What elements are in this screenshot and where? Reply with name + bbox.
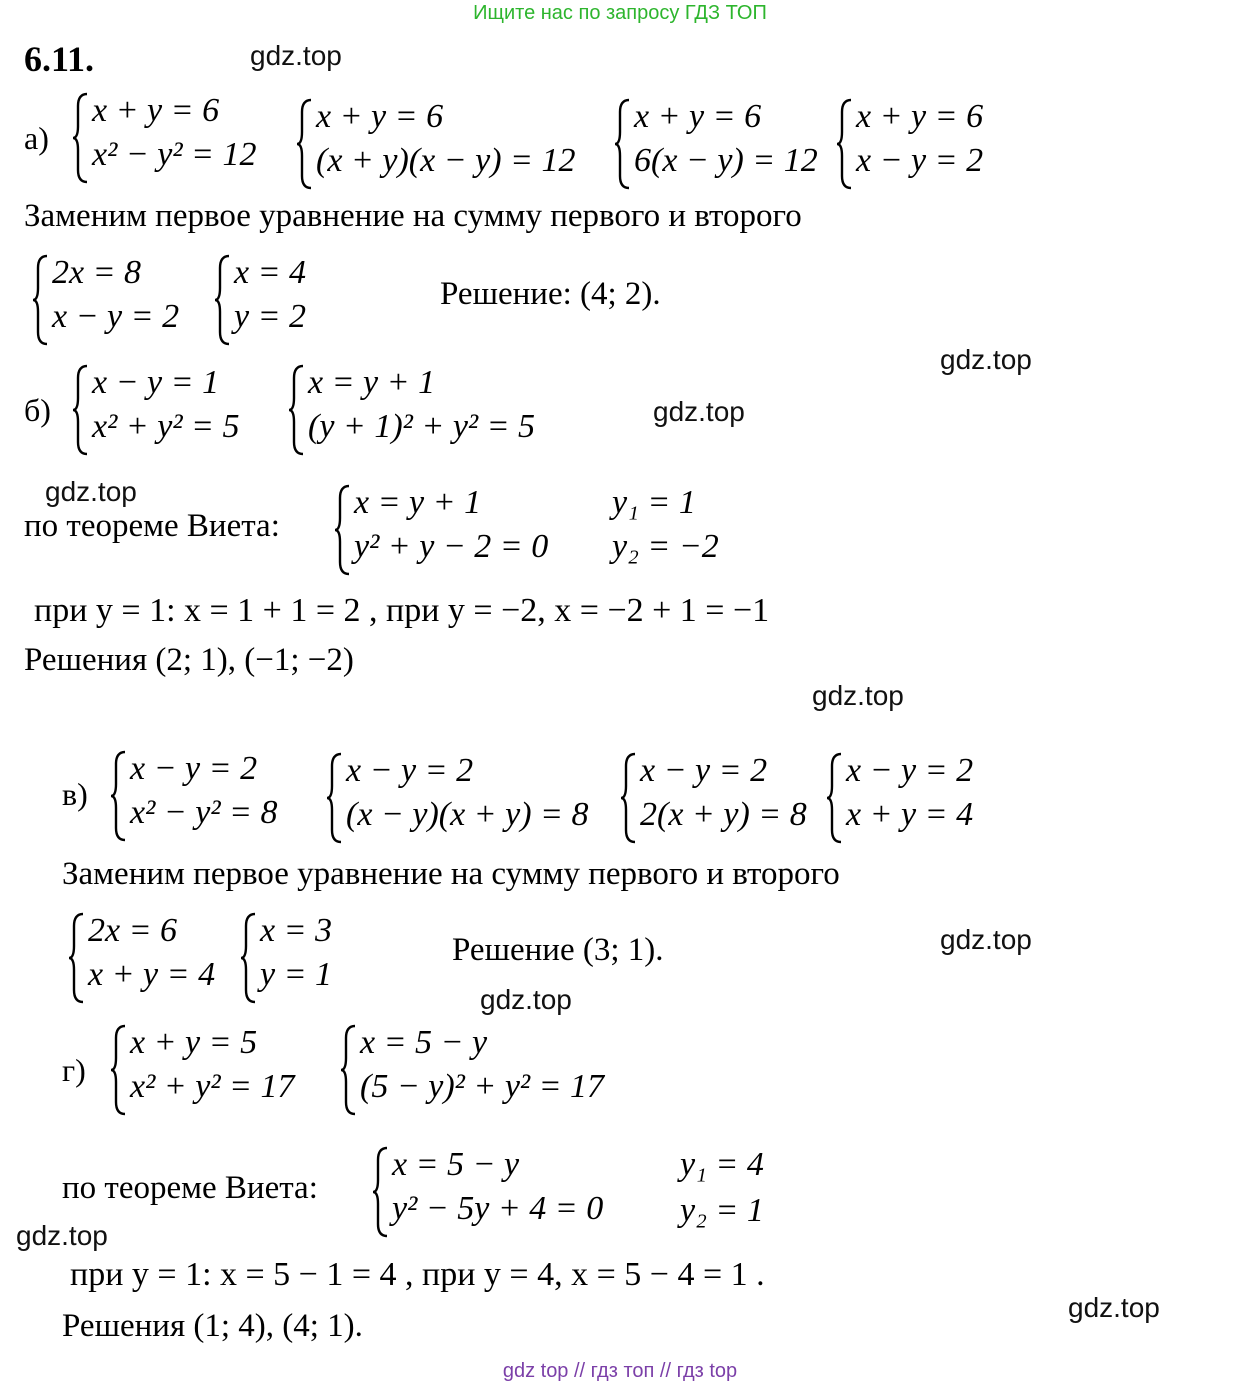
equation: 6(x − y) = 12 xyxy=(634,142,818,179)
equation: x + y = 4 xyxy=(88,956,216,993)
equation: y = 2 xyxy=(234,298,307,335)
brace-icon xyxy=(110,1024,128,1116)
equation: 2x = 6 xyxy=(88,912,178,949)
equation: x = 3 xyxy=(260,912,333,949)
equation: x − y = 2 xyxy=(346,752,474,789)
equation: x = 5 − y xyxy=(392,1146,520,1183)
root-value: y₂ = 1 xyxy=(680,1192,764,1229)
equation: x + y = 6 xyxy=(634,98,762,135)
part-a-label: а) xyxy=(24,120,49,156)
problem-number: 6.11. xyxy=(24,39,95,79)
equation: x² − y² = 8 xyxy=(130,794,278,831)
brace-icon xyxy=(288,364,306,456)
equation: y² + y − 2 = 0 xyxy=(354,528,549,565)
equation: x − y = 2 xyxy=(856,142,984,179)
substitution-line: при y = 1: x = 1 + 1 = 2 , при y = −2, x = −2 + 1 = −1 xyxy=(34,592,770,629)
equation: (y + 1)² + y² = 5 xyxy=(308,408,536,445)
vieta-label: по теореме Виета: xyxy=(24,508,280,544)
brace-icon xyxy=(334,484,352,576)
watermark: gdz.top xyxy=(653,396,745,427)
brace-icon xyxy=(214,254,232,346)
watermark: gdz.top xyxy=(250,40,342,71)
brace-icon xyxy=(372,1146,390,1238)
watermark: gdz.top xyxy=(940,344,1032,375)
equation: 2(x + y) = 8 xyxy=(640,796,807,833)
substitution-line: при y = 1: x = 5 − 1 = 4 , при y = 4, x = 5 − 4 = 1 . xyxy=(70,1256,765,1293)
brace-icon xyxy=(826,752,844,844)
equation: (5 − y)² + y² = 17 xyxy=(360,1068,605,1105)
note-text: Заменим первое уравнение на сумму первого и второго xyxy=(24,198,802,234)
equation: y = 1 xyxy=(260,956,333,993)
root-value: y₁ = 4 xyxy=(680,1146,764,1183)
equation: x + y = 4 xyxy=(846,796,974,833)
brace-icon xyxy=(72,92,90,184)
watermark: gdz.top xyxy=(812,680,904,711)
equation: x² − y² = 12 xyxy=(92,136,257,173)
brace-icon xyxy=(110,750,128,842)
solutions-text: Решения (2; 1), (−1; −2) xyxy=(24,642,354,678)
equation: x² + y² = 17 xyxy=(130,1068,295,1105)
part-b-label: б) xyxy=(24,392,51,428)
equation: x + y = 6 xyxy=(92,92,220,129)
equation: x = y + 1 xyxy=(354,484,482,521)
note-text: Заменим первое уравнение на сумму первого и второго xyxy=(62,856,840,892)
watermark: gdz.top xyxy=(1068,1292,1160,1323)
equation: x = y + 1 xyxy=(308,364,436,401)
brace-icon xyxy=(72,364,90,456)
watermark: gdz.top xyxy=(16,1220,108,1251)
brace-icon xyxy=(240,912,258,1004)
equation: x − y = 2 xyxy=(640,752,768,789)
equation: (x − y)(x + y) = 8 xyxy=(346,796,589,833)
brace-icon xyxy=(296,98,314,190)
equation: 2x = 8 xyxy=(52,254,142,291)
watermark: gdz.top xyxy=(480,984,572,1015)
brace-icon xyxy=(620,752,638,844)
vieta-label: по теореме Виета: xyxy=(62,1170,318,1206)
solution-text: Решение (3; 1). xyxy=(452,932,664,968)
equation: y² − 5y + 4 = 0 xyxy=(392,1190,604,1227)
root-value: y₁ = 1 xyxy=(612,484,696,521)
watermark: gdz.top xyxy=(45,476,137,507)
footer-links: gdz top // гдз топ // гдз top xyxy=(502,1360,738,1382)
equation: x − y = 2 xyxy=(52,298,180,335)
brace-icon xyxy=(326,752,344,844)
brace-icon xyxy=(340,1024,358,1116)
equation: x + y = 6 xyxy=(856,98,984,135)
top-banner: Ищите нас по запросу ГДЗ ТОП xyxy=(473,2,767,24)
equation: x = 5 − y xyxy=(360,1024,488,1061)
brace-icon xyxy=(614,98,632,190)
equation: (x + y)(x − y) = 12 xyxy=(316,142,576,179)
equation: x + y = 5 xyxy=(130,1024,258,1061)
equation: x + y = 6 xyxy=(316,98,444,135)
root-value: y₂ = −2 xyxy=(612,528,719,565)
solutions-text: Решения (1; 4), (4; 1). xyxy=(62,1308,363,1344)
equation: x − y = 2 xyxy=(130,750,258,787)
equation: x − y = 1 xyxy=(92,364,220,401)
solution-text: Решение: (4; 2). xyxy=(440,276,661,312)
equation: x² + y² = 5 xyxy=(92,408,240,445)
part-v-label: в) xyxy=(62,776,88,812)
watermark: gdz.top xyxy=(940,924,1032,955)
brace-icon xyxy=(68,912,86,1004)
equation: x = 4 xyxy=(234,254,307,291)
brace-icon xyxy=(836,98,854,190)
brace-icon xyxy=(32,254,50,346)
part-g-label: г) xyxy=(62,1052,86,1088)
equation: x − y = 2 xyxy=(846,752,974,789)
